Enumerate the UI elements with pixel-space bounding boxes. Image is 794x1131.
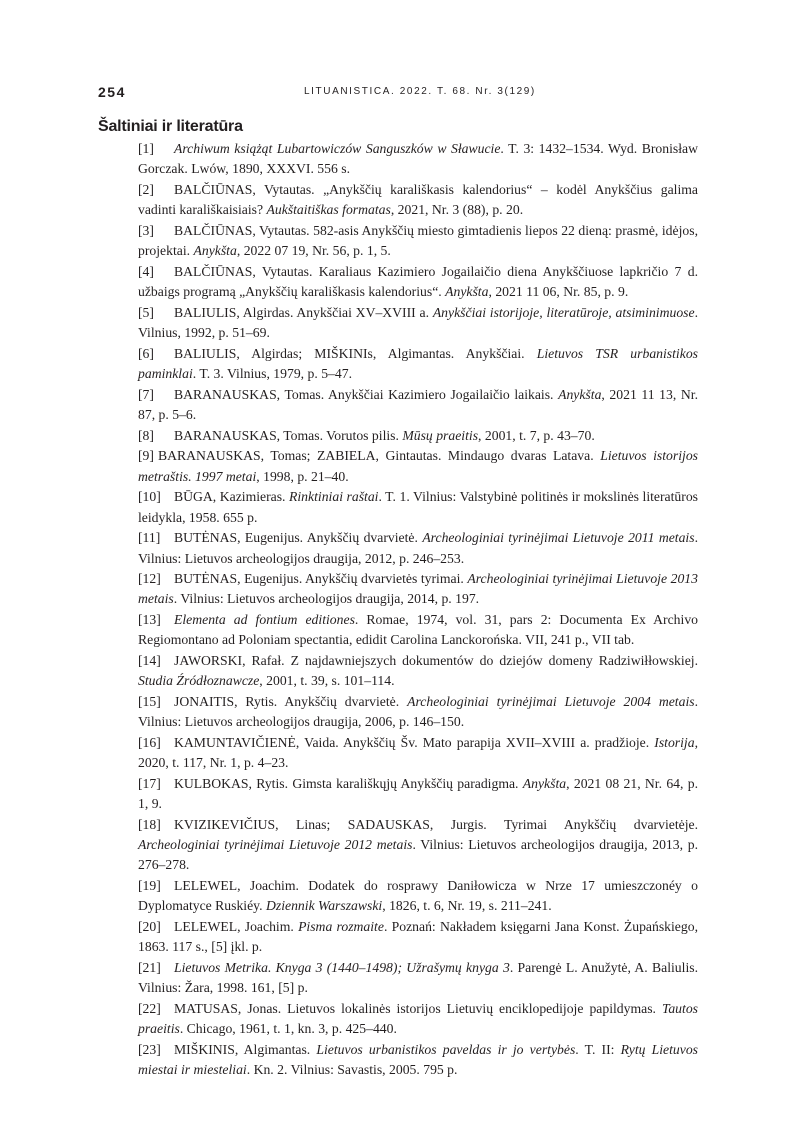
reference-title: Istorija <box>654 735 695 751</box>
reference-number: [16] <box>138 735 161 751</box>
reference-number: [8] <box>138 427 154 443</box>
reference-text: BALIULIS, Algirdas; MIŠKINIs, Algimantas. Anykščiai. <box>174 345 537 361</box>
reference-title: Anykšta <box>522 776 567 792</box>
reference-item <box>138 774 698 814</box>
reference-text: , 2021 08 21, Nr. 64, p. 1, 9. <box>138 776 698 812</box>
reference-item <box>138 221 698 261</box>
reference-title: Anykšta <box>558 386 602 402</box>
reference-item <box>138 344 698 384</box>
reference-item <box>138 385 698 425</box>
reference-text: KULBOKAS, Rytis. Gimsta karališkųjų Anykščių paradigma. <box>174 776 523 792</box>
reference-text: . Vilnius: Lietuvos archeologijos draugija, 2013, p. 276–278. <box>138 837 698 873</box>
reference-text: BŪGA, Kazimieras. <box>174 489 290 505</box>
reference-title: Aukštaitiškas formatas <box>266 202 391 218</box>
reference-title: Anykšta <box>445 284 489 300</box>
reference-item <box>138 1040 698 1080</box>
reference-number: [14] <box>138 653 161 669</box>
reference-number: [4] <box>138 263 154 279</box>
reference-number: [21] <box>138 960 161 976</box>
reference-text: . Chicago, 1961, t. 1, kn. 3, p. 425–440. <box>179 1021 397 1037</box>
reference-list <box>138 139 698 1081</box>
reference-text: . Vilnius: Lietuvos archeologijos draugija, 2006, p. 146–150. <box>138 694 698 730</box>
reference-text: BARANAUSKAS, Tomas. Anykščiai Kazimiero Jogailaičio laikais. <box>174 386 559 402</box>
reference-number: [12] <box>138 571 161 587</box>
section-title: Šaltiniai ir literatūra <box>98 118 243 135</box>
reference-text: BALČIŪNAS, Vytautas. 582-asis Anykščių miesto gimtadienis liepos 22 dieną: prasmė, idėjos, projektai. <box>138 222 698 259</box>
page-number: 254 <box>98 84 126 100</box>
reference-text: , 1826, t. 6, Nr. 19, s. 211–241. <box>382 898 552 914</box>
reference-item <box>138 426 698 446</box>
running-title: LITUANISTICA. 2022. T. 68. Nr. 3(129) <box>304 86 536 97</box>
reference-text: . Kn. 2. Vilnius: Savastis, 2005. 795 p. <box>246 1062 458 1078</box>
reference-item <box>138 917 698 957</box>
reference-title: Lietuvos Metrika. Knyga 3 (1440–1498); Užrašymų knyga 3 <box>174 960 510 976</box>
reference-item <box>138 651 698 691</box>
reference-text: LELEWEL, Joachim. Dodatek do rosprawy Daniłowicza w Nrze 17 umieszczonéy o Dyplomatyce Ruskiéy. <box>138 878 698 914</box>
reference-text: . Parengė L. Anužytė, A. Baliulis. Vilnius: Žara, 1998. 161, [5] p. <box>138 960 698 996</box>
reference-title: Archeologiniai tyrinėjimai Lietuvoje 2004 metais <box>407 694 695 710</box>
reference-title: Rytų Lietuvos miestai ir miesteliai <box>138 1041 699 1078</box>
reference-number: [22] <box>138 1001 161 1017</box>
reference-text: BALIULIS, Algirdas. Anykščiai XV–XVIII a. <box>174 304 433 320</box>
reference-text: . T. 3: 1432–1534. Wyd. Bronisław Gorczak. Lwów, 1890, XXXVI. 556 s. <box>138 141 698 177</box>
reference-text: . T. II: <box>575 1041 621 1057</box>
reference-number: [10] <box>138 489 161 505</box>
reference-number: [3] <box>138 222 154 238</box>
reference-number: [11] <box>138 530 161 546</box>
reference-item <box>138 528 698 568</box>
page-header <box>98 84 696 102</box>
reference-text: . T. 3. Vilnius, 1979, p. 5–47. <box>192 365 353 381</box>
reference-text: , 2021, Nr. 3 (88), p. 20. <box>390 202 524 218</box>
reference-title: Archiwum książąt Lubartowiczów Sanguszków w Sławucie <box>174 141 501 156</box>
reference-text: , 2022 07 19, Nr. 56, p. 1, 5. <box>236 243 391 259</box>
reference-number: [23] <box>138 1041 161 1057</box>
reference-item <box>138 733 698 773</box>
reference-title: Mūsų praeitis <box>402 427 479 443</box>
reference-title: Lietuvos istorijos metraštis. 1997 metai <box>138 448 699 484</box>
reference-text: BARANAUSKAS, Tomas. Vorutos pilis. <box>174 427 403 443</box>
reference-text: KAMUNTAVIČIENĖ, Vaida. Anykščių Šv. Mato parapija XVII–XVIII a. pradžioje. <box>174 735 655 751</box>
reference-text: . T. 1. Vilnius: Valstybinė politinės ir mokslinės literatūros leidykla, 1958. 655 p. <box>138 489 699 525</box>
reference-title: Rinktiniai raštai <box>289 489 379 505</box>
reference-text: . Vilnius, 1992, p. 51–69. <box>138 304 699 341</box>
reference-title: Archeologiniai tyrinėjimai Lietuvoje 2013 metais <box>138 571 698 607</box>
reference-item <box>138 876 698 916</box>
reference-text: BALČIŪNAS, Vytautas. Karaliaus Kazimiero Jogailaičio diena Anykščiuose lapkričio 7 d. užbaigs programą „Anykščių karališkasis kalendorius“. <box>138 263 698 300</box>
reference-item <box>138 610 698 650</box>
reference-text: , 2021 11 13, Nr. 87, p. 5–6. <box>138 386 698 422</box>
reference-text: MATUSAS, Jonas. Lietuvos lokalinės istorijos Lietuvių enciklopedijoje papildymas. <box>174 1001 662 1017</box>
reference-number: [17] <box>138 776 161 792</box>
reference-number: [18] <box>138 817 161 832</box>
reference-item <box>138 262 698 302</box>
reference-text: KVIZIKEVIČIUS, Linas; SADAUSKAS, Jurgis. Tyrimai Anykščių dvarvietėje. <box>174 817 698 832</box>
reference-number: [13] <box>138 612 161 628</box>
reference-title: Elementa ad fontium editiones <box>174 612 355 628</box>
reference-text: , 2001, t. 39, s. 101–114. <box>259 673 395 689</box>
reference-number: [6] <box>138 345 154 361</box>
reference-number: [15] <box>138 694 161 710</box>
reference-title: Archeologiniai tyrinėjimai Lietuvoje 2011 metais <box>422 530 695 546</box>
reference-text: , 2001, t. 7, p. 43–70. <box>478 427 595 443</box>
reference-title: Lietuvos urbanistikos paveldas ir jo vertybės <box>316 1041 576 1057</box>
reference-number: [19] <box>138 878 161 894</box>
reference-text: BUTĖNAS, Eugenijus. Anykščių dvarvietės tyrimai. <box>174 571 468 587</box>
reference-text: , 2020, t. 117, Nr. 1, p. 4–23. <box>138 735 698 771</box>
reference-text: BALČIŪNAS, Vytautas. „Anykščių karališkasis kalendorius“ – kodėl Anykščius galima vadinti karališkaisiais? <box>138 181 698 218</box>
reference-title: Pisma rozmaite <box>298 919 384 935</box>
reference-title: Tautos praeitis <box>138 1001 698 1037</box>
reference-item <box>138 446 698 486</box>
reference-item <box>138 999 698 1039</box>
reference-item <box>138 180 698 220</box>
reference-number: [7] <box>138 386 154 402</box>
reference-text: JONAITIS, Rytis. Anykščių dvarvietė. <box>174 694 408 710</box>
reference-text: , 1998, p. 21–40. <box>256 468 349 484</box>
reference-item <box>138 487 698 527</box>
reference-text: . Vilnius: Lietuvos archeologijos draugija, 2014, p. 197. <box>173 591 480 607</box>
reference-text: . Poznań: Nakładem księgarni Jana Konst. Żupańskiego, 1863. 117 s., [5] įkl. p. <box>138 919 698 955</box>
reference-number: [5] <box>138 304 154 320</box>
reference-text: , 2021 11 06, Nr. 85, p. 9. <box>488 284 629 300</box>
reference-number: [20] <box>138 919 161 935</box>
reference-item <box>138 958 698 998</box>
reference-title: Lietuvos TSR urbanistikos paminklai <box>138 345 698 381</box>
reference-number: [2] <box>138 181 154 197</box>
reference-text: . Vilnius: Lietuvos archeologijos draugija, 2012, p. 246–253. <box>138 530 698 566</box>
reference-title: Archeologiniai tyrinėjimai Lietuvoje 2012 metais <box>138 837 413 853</box>
reference-title: Dziennik Warszawski <box>265 898 383 914</box>
reference-item <box>138 692 698 732</box>
reference-text: MIŠKINIS, Algimantas. <box>174 1041 317 1057</box>
reference-item <box>138 139 698 179</box>
reference-title: Anykšta <box>193 243 237 259</box>
reference-text: BUTĖNAS, Eugenijus. Anykščių dvarvietė. <box>174 530 423 546</box>
reference-text: BARANAUSKAS, Tomas; ZABIELA, Gintautas. Mindaugo dvaras Latava. <box>157 448 601 464</box>
reference-text: JAWORSKI, Rafał. Z najdawniejszych dokumentów do dziejów domeny Radziwiłłowskiej. <box>174 653 698 669</box>
reference-number: [1] <box>138 141 154 156</box>
reference-item <box>138 815 698 876</box>
reference-text: . Romae, 1974, vol. 31, pars 2: Documenta Ex Archivo Regiomontano ad Poloniam spectantia, edidit Carolina Lanckorońska. VII, 241 p., VII tab. <box>138 612 699 648</box>
reference-item <box>138 569 698 609</box>
reference-number: [9] <box>138 448 154 464</box>
reference-title: Studia Źródłoznawcze <box>138 673 260 689</box>
reference-text: LELEWEL, Joachim. <box>174 919 299 935</box>
reference-title: Anykščiai istorijoje, literatūroje, atsiminimuose <box>432 304 695 320</box>
reference-item <box>138 303 698 343</box>
